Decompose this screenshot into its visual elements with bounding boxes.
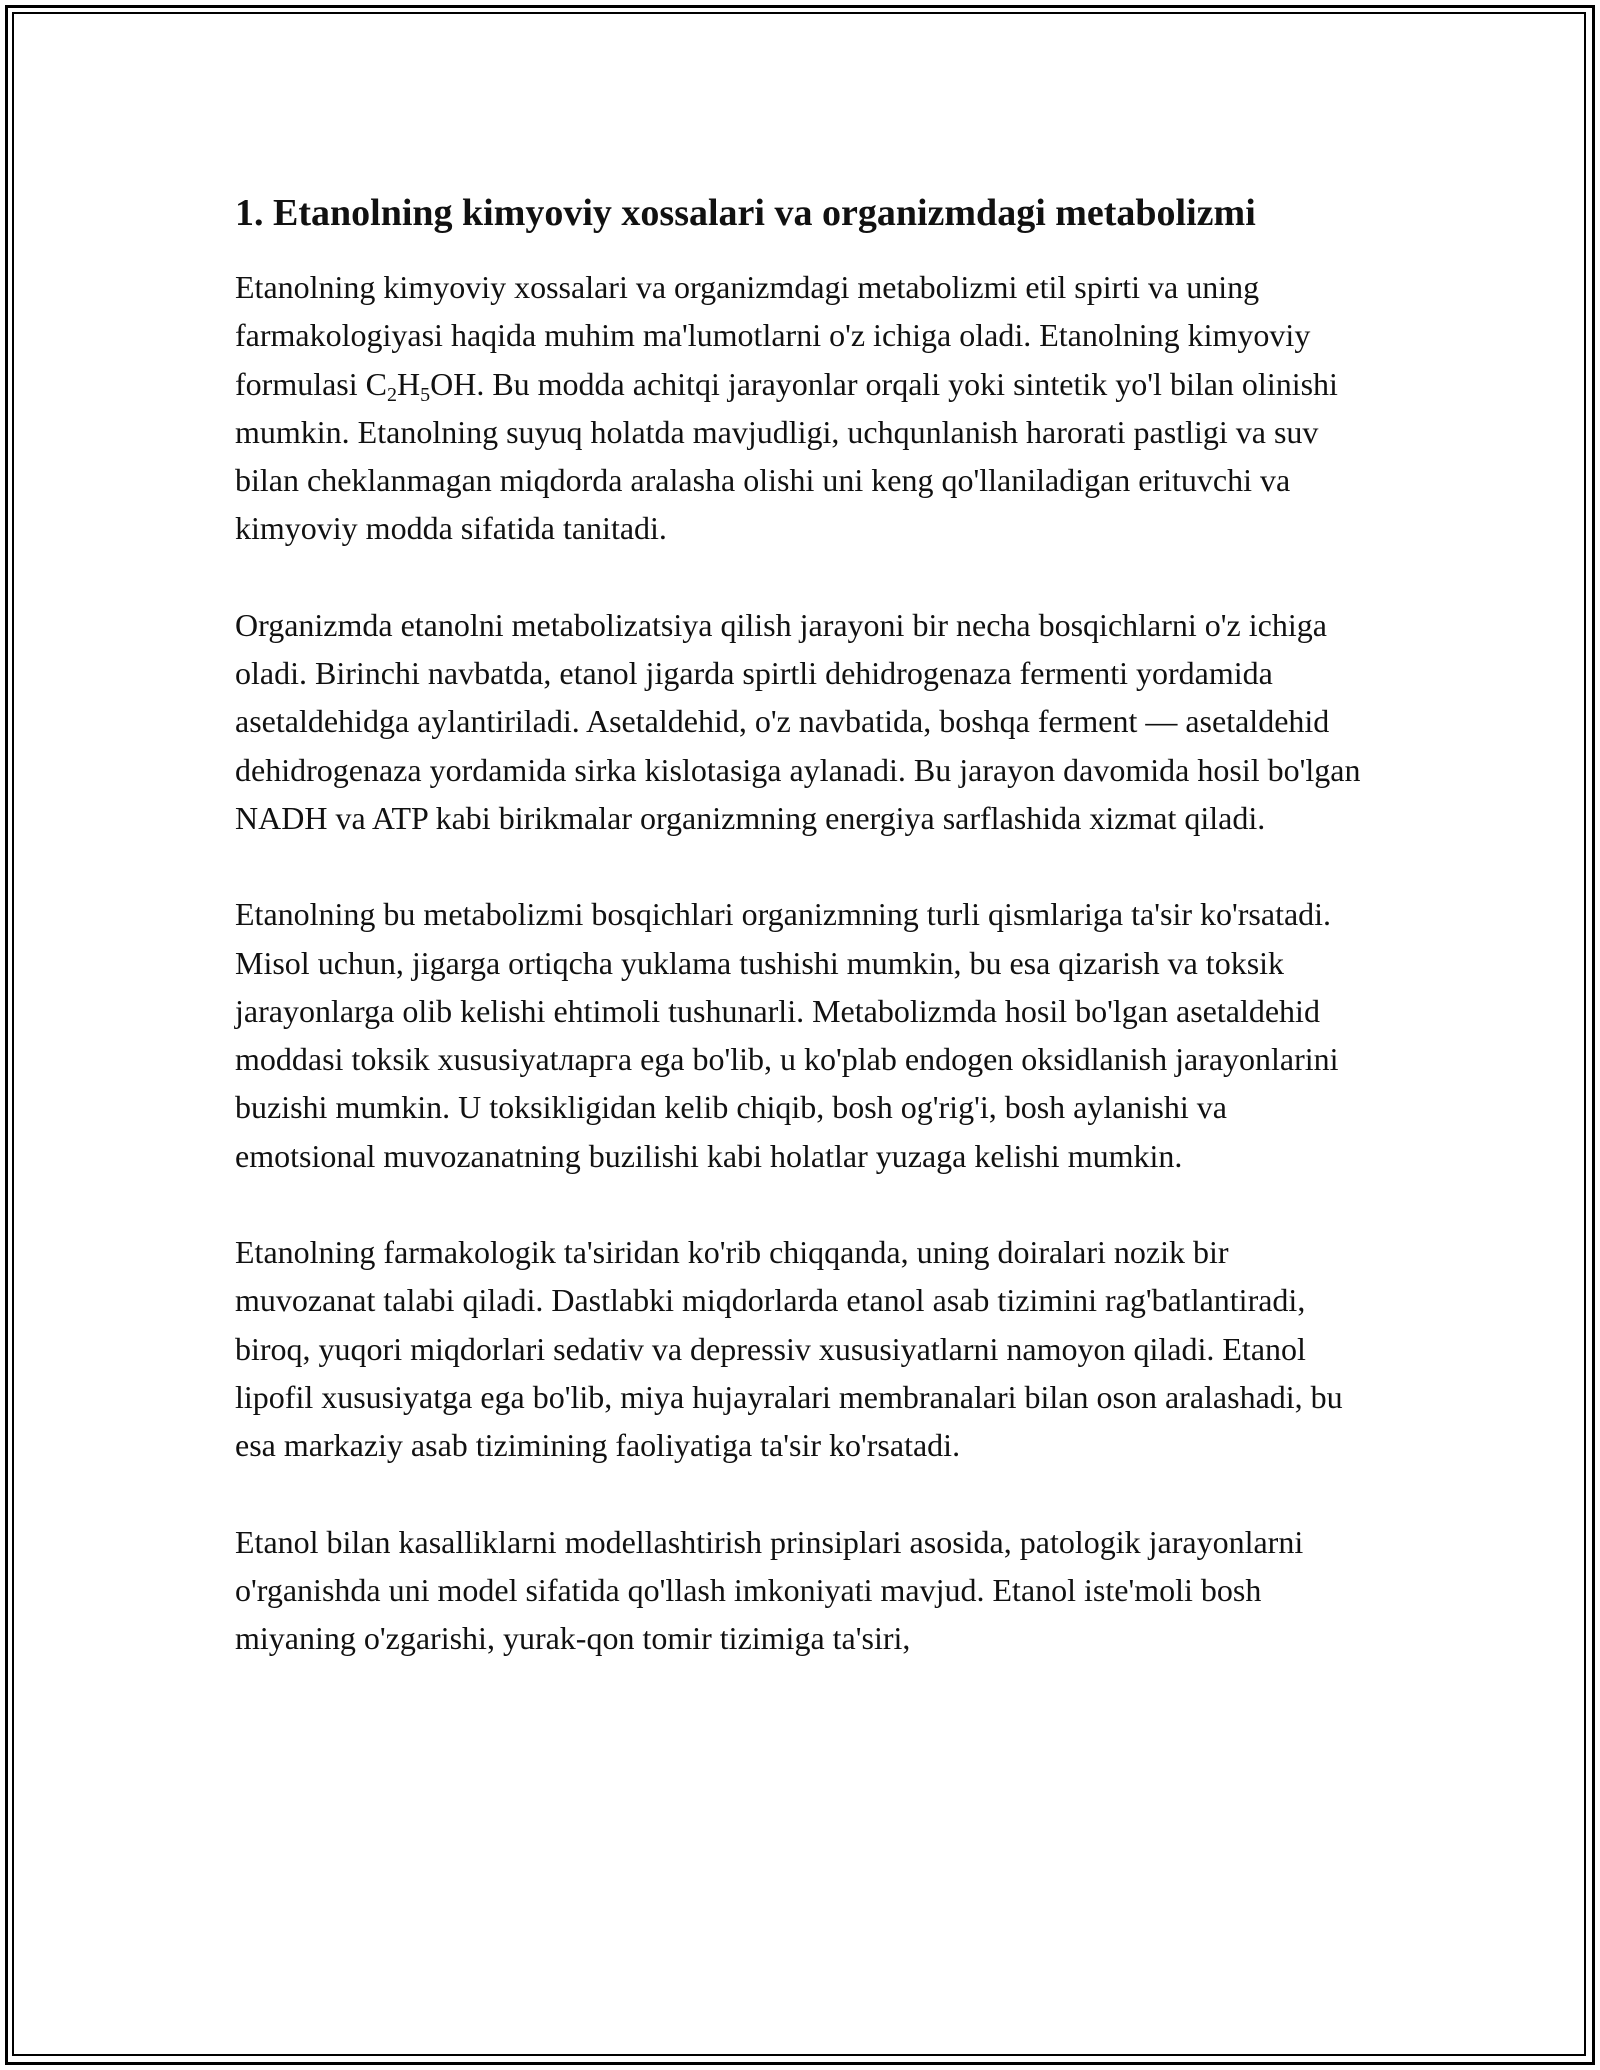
chemical-formula bbox=[365, 365, 477, 406]
paragraph-4: Etanolning farmakologik ta'siridan ko'rib chiqqanda, uning doiralari nozik bir muvozanat talabi qiladi. Dastlabki miqdorlarda etanol asab tizimini rag'batlantiradi, biroq, yuqori miqdorlari sedativ va depressiv xususiyatlarni namoyon qiladi. Etanol lipofil xususiyatga ega bo'lib, miya hujayralari membranalari bilan oson aralashadi, bu esa markaziy asab tizimining faoliyatiga ta'sir ko'rsatadi. bbox=[235, 1234, 1343, 1464]
formula-hydrogen: H bbox=[396, 365, 421, 402]
formula-hydroxyl: OH bbox=[430, 365, 477, 402]
paragraph-1 bbox=[235, 263, 1375, 553]
paragraph-1-text-start: Etanolning kimyoviy xossalari va organizmdagi metabolizmi etil spirti va uning farmakologiyasi haqida muhim ma'lumotlarni o'z ichiga oladi. Etanolning kimyoviy formulasi bbox=[235, 269, 1311, 402]
section-heading: 1. Etanolning kimyoviy xossalari va organizmdagi metabolizmi bbox=[235, 192, 1256, 234]
paragraph-1-text-end: . Bu modda achitqi jarayonlar orqali yoki sintetik yo'l bilan olinishi mumkin. Etanolning suyuq holatda mavjudligi, uchqunlanish harorati pastligi va suv bilan cheklanmagan miqdorda aralasha olishi uni keng qo'llaniladigan erituvchi va kimyoviy modda sifatida tanitadi. bbox=[235, 365, 1338, 547]
paragraph-2: Organizmda etanolni metabolizatsiya qilish jarayoni bir necha bosqichlarni o'z ichiga oladi. Birinchi navbatda, etanol jigarda spirtli dehidrogenaza fermenti yordamida asetaldehidga aylantiriladi. Asetaldehid, o'z navbatida, boshqa ferment — asetaldehid dehidrogenaza yordamida sirka kislotasiga aylanadi. Bu jarayon davomida hosil bo'lgan NADH va ATP kabi birikmalar organizmning energiya sarflashida xizmat qiladi. bbox=[235, 606, 1361, 836]
paragraph-5: Etanol bilan kasalliklarni modellashtirish prinsiplari asosida, patologik jarayonlarni o'rganishda uni model sifatida qo'llash imkoniyati mavjud. Etanol iste'moli bosh miyaning o'zgarishi, yurak-qon tomir tizimiga ta'siri, bbox=[235, 1523, 1304, 1657]
formula-hydrogen-count: 5 bbox=[420, 383, 431, 406]
document-body bbox=[235, 185, 1375, 1710]
formula-carbon-count: 2 bbox=[386, 383, 397, 406]
paragraph-3: Etanolning bu metabolizmi bosqichlari organizmning turli qismlariga ta'sir ko'rsatadi. Misol uchun, jigarga ortiqcha yuklama tushishi mumkin, bu esa qizarish va toksik jarayonlarga olib kelishi ehtimoli tushunarli. Metabolizmda hosil bo'lgan asetaldehid moddasi toksik xususiyatларга ega bo'lib, u ko'plab endogen oksidlanish jarayonlarini buzishi mumkin. U toksikligidan kelib chiqib, bosh og'rig'i, bosh aylanishi va emotsional muvozanatning buzilishi kabi holatlar yuzaga kelishi mumkin. bbox=[235, 896, 1339, 1174]
formula-carbon: C bbox=[365, 365, 387, 402]
